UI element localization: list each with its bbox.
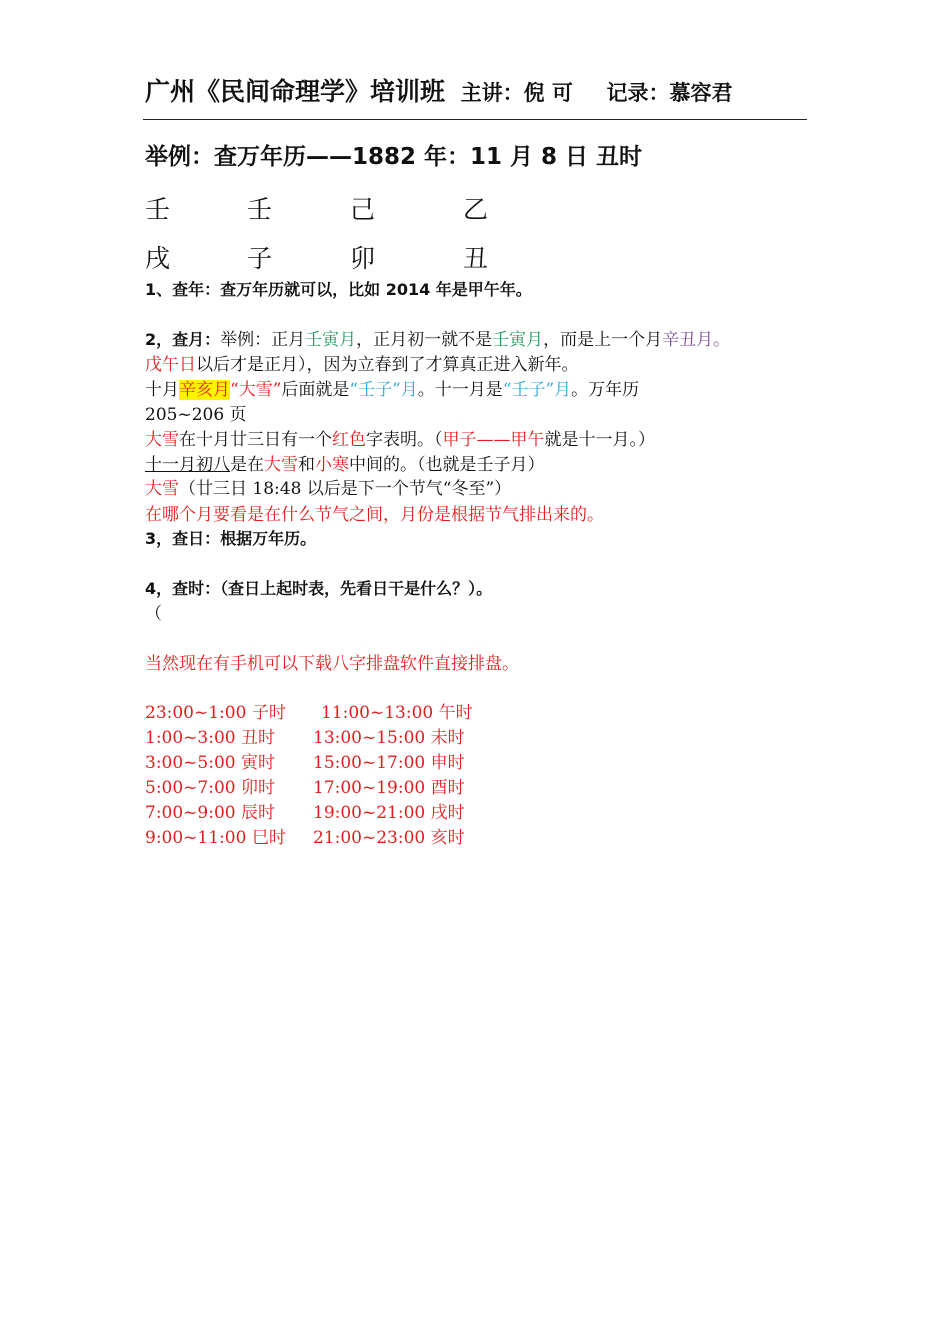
- text-run: 在十月廿三日有一个: [179, 430, 332, 450]
- branch-day: 卯: [350, 244, 376, 273]
- text-run: 是在: [230, 455, 264, 475]
- stem-hour: 乙: [463, 195, 489, 224]
- recorder: 记录：慕容君: [606, 81, 733, 105]
- text-run: 举例：正月: [220, 330, 306, 350]
- branch-hour: 丑: [463, 244, 489, 273]
- text-run: 字表明。（: [366, 430, 443, 450]
- text-run: ，正月初一就不是: [356, 330, 493, 350]
- term-red: 红色: [332, 430, 366, 450]
- stem-year: 壬: [145, 195, 171, 224]
- term-renyin: 壬寅月: [305, 330, 357, 350]
- term-renzi: “壬子”月: [502, 380, 572, 400]
- lecturer: 主讲：倪 可: [460, 81, 573, 105]
- hour-shen: 15:00~17:00 申时: [313, 753, 465, 773]
- hour-mao: 5:00~7:00 卯时: [145, 778, 275, 798]
- section-2-label: 2，查月：: [145, 330, 221, 349]
- hour-yin: 3:00~5:00 寅时: [145, 753, 275, 773]
- section-2-line-1: [145, 329, 730, 351]
- branch-year: 戌: [145, 244, 171, 273]
- section-2-line-5: [145, 429, 655, 451]
- app-note: 当然现在有手机可以下载八字排盘软件直接排盘。: [145, 654, 519, 674]
- term-wuwu: 戊午日: [145, 355, 196, 375]
- section-1-year: 1、查年：查万年历就可以，比如 2014 年是甲午年。: [145, 280, 532, 299]
- page-header: [145, 72, 807, 108]
- text-run: 十月: [145, 380, 179, 400]
- section-2-line-2: [145, 354, 579, 376]
- term-renzi: “壬子”月: [349, 380, 418, 400]
- section-2-line-8: 在哪个月要看是在什么节气之间，月份是根据节气排出来的。: [145, 505, 604, 525]
- text-run: 中间的。（也就是壬子月）: [349, 455, 545, 475]
- hour-chen: 7:00~9:00 辰时: [145, 803, 275, 823]
- stem-day: 己: [350, 195, 376, 224]
- hour-hai: 21:00~23:00 亥时: [313, 828, 465, 848]
- term-xinchou: 辛丑月。: [662, 330, 731, 350]
- text-run: 以后才是正月），因为立春到了才算真正进入新年。: [196, 355, 579, 375]
- hour-chou: 1:00~3:00 丑时: [145, 728, 275, 748]
- term-daxue: 大雪: [145, 430, 179, 450]
- term-jiazi-jiawu: 甲子——甲午: [442, 430, 545, 450]
- text-run: 后面就是: [281, 380, 350, 400]
- header-divider: [143, 119, 807, 120]
- hour-you: 17:00~19:00 酉时: [313, 778, 465, 798]
- section-4-hour: 4，查时：（查日上起时表，先看日干是什么？）。: [145, 579, 493, 598]
- hour-si: 9:00~11:00 巳时: [145, 828, 286, 848]
- hour-zi: 23:00~1:00 子时: [145, 703, 286, 723]
- text-run: ，而是上一个月: [543, 330, 663, 350]
- term-daxue: “大雪”: [230, 380, 282, 400]
- branch-month: 子: [247, 244, 273, 273]
- term-daxue: 大雪: [145, 479, 179, 499]
- section-3-day: 3，查日：根据万年历。: [145, 529, 317, 548]
- term-renyin: 壬寅月: [492, 330, 544, 350]
- section-2-line-6: [145, 454, 545, 476]
- text-run: 就是十一月。）: [544, 430, 655, 450]
- term-daxue: 大雪: [264, 455, 298, 475]
- example-title: 举例：查万年历——1882 年：11 月 8 日 丑时: [145, 144, 643, 170]
- text-run: 。十一月是: [417, 380, 503, 400]
- hour-xu: 19:00~21:00 戌时: [313, 803, 465, 823]
- course-title: 广州《民间命理学》培训班: [145, 77, 446, 106]
- hour-wu: 11:00~13:00 午时: [321, 703, 473, 723]
- section-2-line-7: [145, 478, 511, 500]
- term-xiaohan: 小寒: [315, 455, 349, 475]
- section-2-line-4: 205~206 页: [145, 405, 247, 425]
- stem-month: 壬: [247, 195, 273, 224]
- text-run: 和: [298, 455, 315, 475]
- term-eleventh-month-eighth: 十一月初八: [145, 455, 230, 475]
- term-xinhai-highlight: 辛亥月: [179, 380, 230, 400]
- text-run: 。万年历: [571, 380, 640, 400]
- text-run: （廿三日 18:48 以后是下一个节气“冬至”）: [179, 479, 512, 499]
- section-2-line-3: [145, 379, 639, 401]
- open-paren: （: [145, 604, 162, 624]
- hour-wei: 13:00~15:00 未时: [313, 728, 465, 748]
